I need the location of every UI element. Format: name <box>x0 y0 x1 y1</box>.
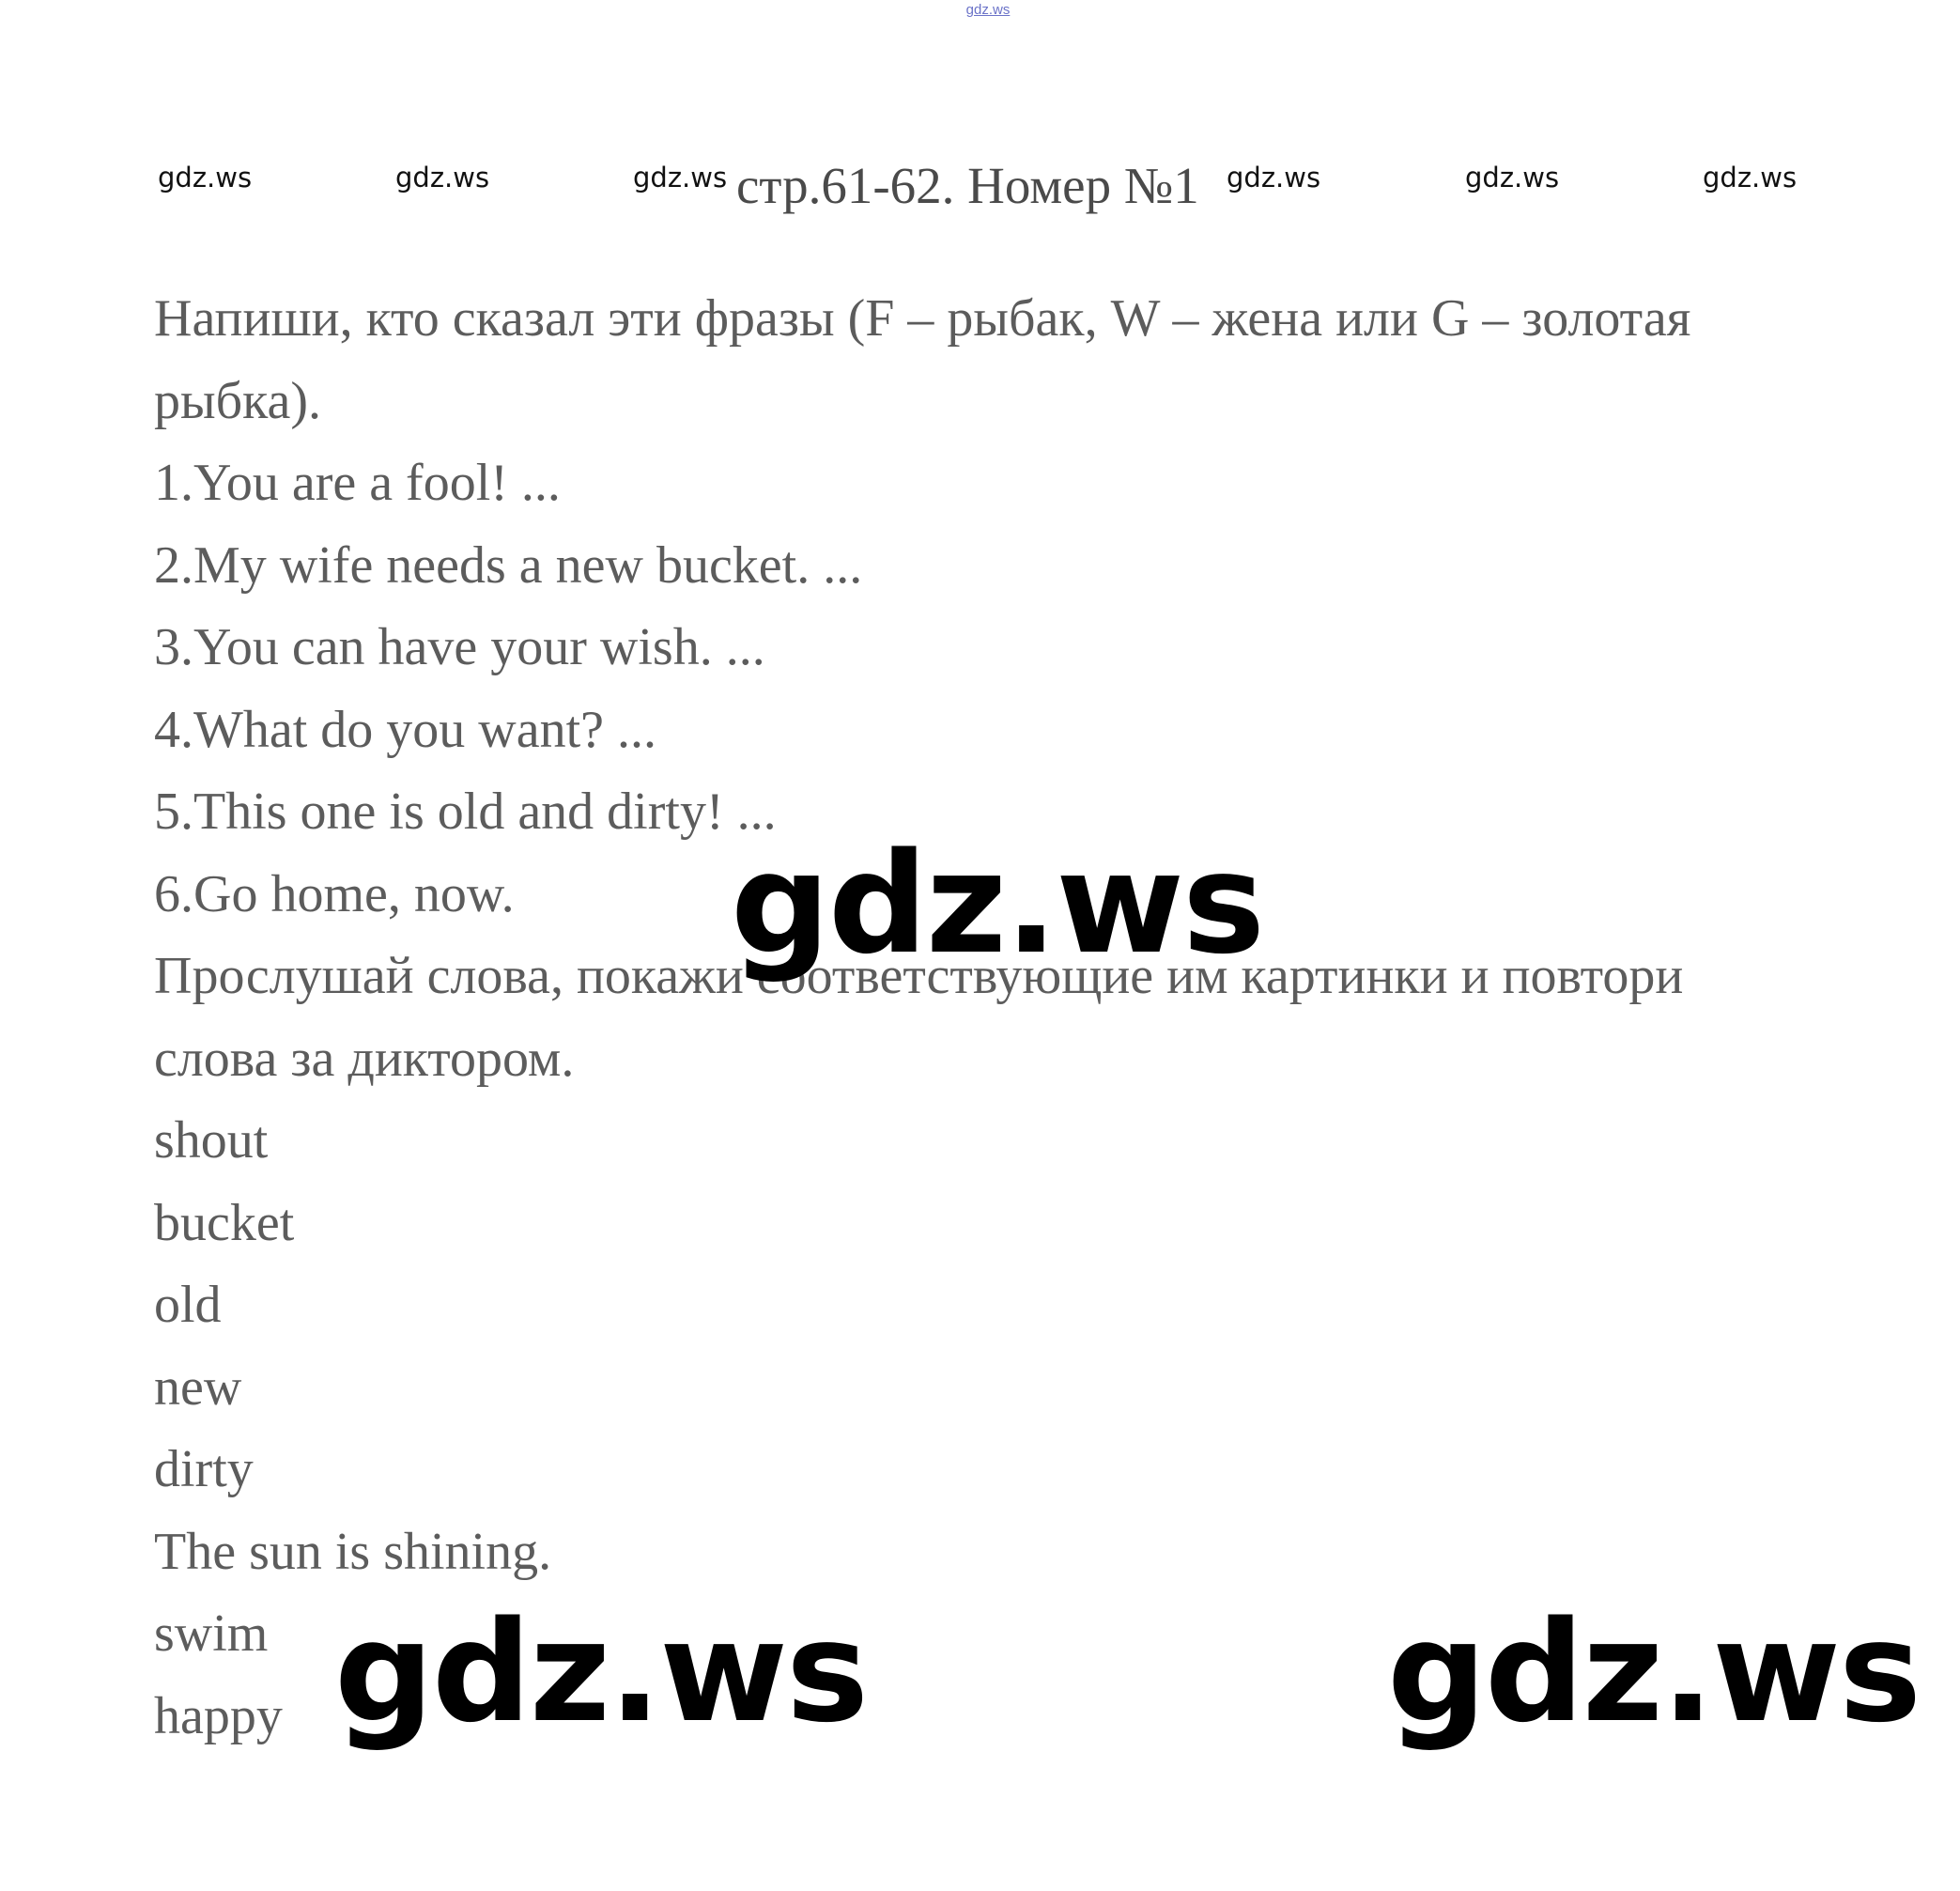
word-item: new <box>154 1357 242 1417</box>
word-item: shout <box>154 1111 269 1170</box>
watermark-small-5: gdz.ws <box>1465 162 1560 194</box>
task1-item-4: 4.What do you want? ... <box>154 700 656 759</box>
watermark-big-1: gdz.ws <box>731 823 1264 984</box>
task1-instruction-line1: Напиши, кто сказал эти фразы (F – рыбак, W – жена или G – золотая <box>154 289 1691 348</box>
watermark-small-3: gdz.ws <box>633 162 728 194</box>
task1-item-1: 1.You are a fool! ... <box>154 454 561 512</box>
top-watermark-link[interactable]: gdz.ws <box>965 2 1011 18</box>
page-title: стр.61-62. Номер №1 <box>736 157 1199 214</box>
document-body <box>154 278 1826 1758</box>
task1-item-5: 5.This one is old and dirty! ... <box>154 783 777 841</box>
task1-item-6: 6.Go home, now. <box>154 864 515 923</box>
task1-item-2: 2.My wife needs a new bucket. ... <box>154 535 863 595</box>
word-item: dirty <box>154 1440 254 1498</box>
task1-item-3: 3.You can have your wish. ... <box>154 618 765 676</box>
watermark-big-3: gdz.ws <box>1387 1591 1921 1753</box>
word-item: old <box>154 1276 222 1334</box>
task2-instruction-line2: слова за диктором. <box>154 1029 575 1088</box>
watermark-small-2: gdz.ws <box>395 162 490 194</box>
word-item: The sun is shining. <box>154 1522 552 1581</box>
word-item: happy <box>154 1686 283 1745</box>
watermark-big-2: gdz.ws <box>334 1591 868 1753</box>
watermark-small-1: gdz.ws <box>158 162 253 194</box>
watermark-small-6: gdz.ws <box>1703 162 1798 194</box>
watermark-small-4: gdz.ws <box>1227 162 1321 194</box>
word-item: swim <box>154 1604 269 1663</box>
task2-instruction-line1: Прослушай слова, покажи соответствующие им картинки и повтори <box>154 947 1684 1005</box>
task1-instruction-line2: рыбка). <box>154 371 321 430</box>
word-item: bucket <box>154 1193 295 1252</box>
